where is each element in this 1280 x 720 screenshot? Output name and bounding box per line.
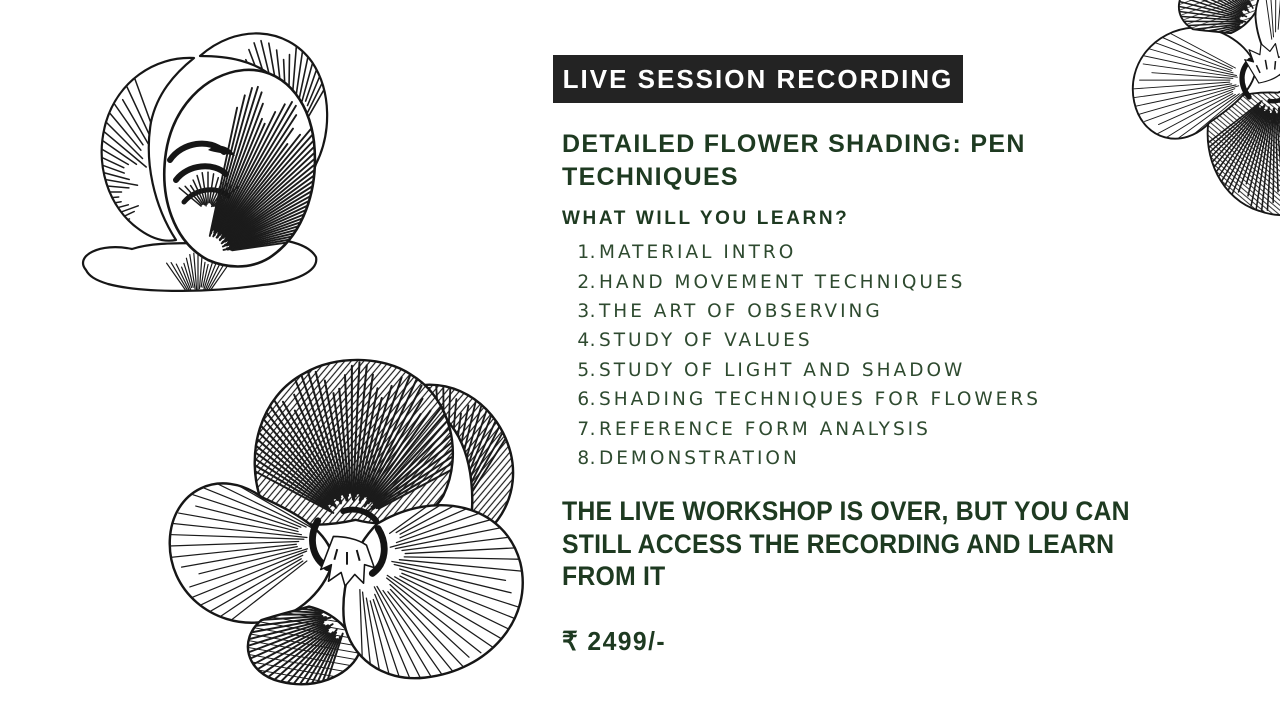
- recording-note-line: THE LIVE WORKSHOP IS OVER, BUT YOU CAN: [562, 496, 1130, 526]
- list-item-number: 3.: [577, 300, 596, 322]
- learn-topics-list: [562, 238, 1041, 473]
- course-title-line: TECHNIQUES: [562, 163, 739, 191]
- live-session-badge-label: LIVE SESSION RECORDING: [562, 63, 954, 94]
- course-title: [562, 128, 1026, 194]
- list-item-number: 4.: [577, 330, 596, 352]
- list-item: [562, 385, 1041, 414]
- list-item-number: 1.: [577, 242, 596, 264]
- list-item-number: 2.: [577, 271, 596, 293]
- list-item-label: STUDY OF VALUES: [599, 330, 813, 352]
- list-item: [562, 414, 1041, 443]
- list-item-label: THE ART OF OBSERVING: [599, 300, 883, 322]
- list-item: [562, 356, 1041, 385]
- list-item-label: SHADING TECHNIQUES FOR FLOWERS: [599, 389, 1041, 411]
- pansy-sketch-partial: [1100, 0, 1280, 240]
- list-item-label: DEMONSTRATION: [599, 447, 800, 469]
- list-item-label: REFERENCE FORM ANALYSIS: [599, 418, 931, 440]
- rose-bud-sketch: [58, 33, 338, 294]
- pansy-illustration: [152, 330, 542, 700]
- list-item-label: STUDY OF LIGHT AND SHADOW: [599, 359, 966, 381]
- list-item: [562, 326, 1041, 355]
- list-item: [562, 267, 1041, 296]
- pansy-sketch: [159, 360, 542, 700]
- list-item-number: 6.: [577, 389, 596, 411]
- list-item-number: 7.: [577, 418, 596, 440]
- live-session-badge: [553, 55, 963, 103]
- price-text: ₹ 2499/-: [562, 626, 667, 656]
- list-item-label: HAND MOVEMENT TECHNIQUES: [599, 271, 966, 293]
- list-item-number: 8.: [577, 447, 596, 469]
- pansy-illustration-cropped: [1100, 0, 1280, 264]
- recording-note: [562, 495, 1130, 593]
- list-item: [562, 297, 1041, 326]
- recording-note-line: STILL ACCESS THE RECORDING AND LEARN: [562, 528, 1115, 559]
- learn-section-heading: WHAT WILL YOU LEARN?: [562, 208, 850, 229]
- list-item-number: 5.: [577, 359, 596, 381]
- course-title-line: DETAILED FLOWER SHADING: PEN: [562, 130, 1026, 158]
- rose-bud-illustration: [58, 12, 338, 312]
- list-item: [562, 444, 1041, 473]
- list-item: [562, 238, 1041, 267]
- recording-note-line: FROM IT: [562, 561, 666, 591]
- list-item-label: MATERIAL INTRO: [599, 242, 797, 264]
